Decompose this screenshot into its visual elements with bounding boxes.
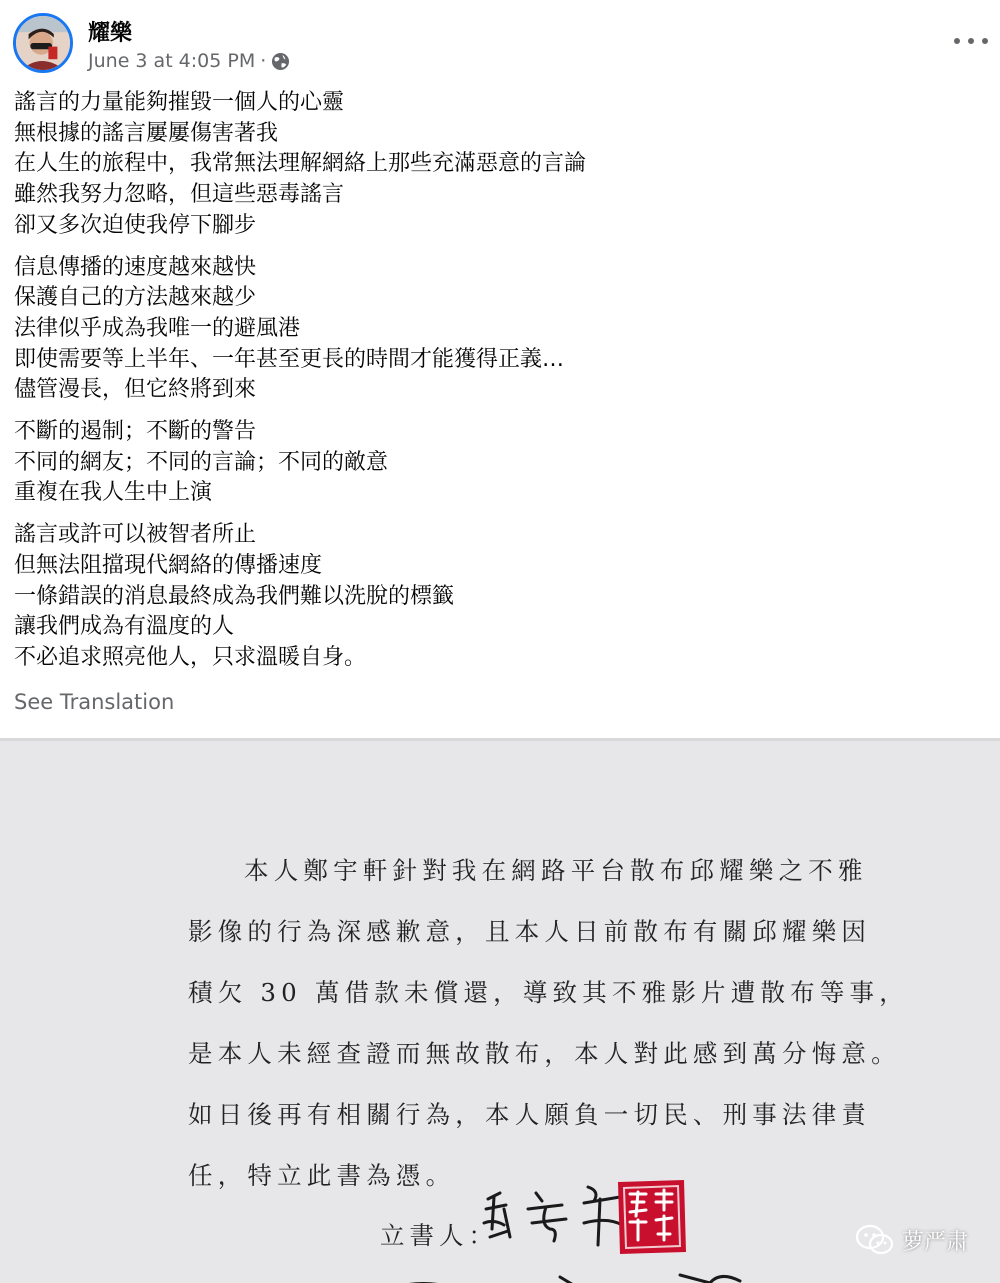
post-line: 即使需要等上半年、一年甚至更長的時間才能獲得正義… bbox=[14, 346, 565, 372]
post-line: 雖然我努力忽略，但這些惡毒謠言 bbox=[14, 182, 345, 208]
post-paragraph bbox=[14, 88, 974, 242]
post-line: 一條錯誤的消息最終成為我們難以洗脫的標籤 bbox=[14, 583, 455, 609]
post-line: 儘管漫長，但它終將到來 bbox=[14, 377, 257, 403]
avatar-photo bbox=[16, 16, 70, 70]
meta-separator: · bbox=[260, 50, 267, 72]
more-options-icon[interactable] bbox=[954, 26, 988, 56]
cropped-date-writing bbox=[380, 1261, 780, 1283]
wechat-watermark bbox=[856, 1224, 968, 1256]
handwritten-signature bbox=[480, 1179, 630, 1259]
globe-icon[interactable] bbox=[271, 52, 290, 71]
apology-letter-image bbox=[0, 741, 1000, 1283]
watermark-text: 萝严肃 bbox=[901, 1229, 968, 1255]
post-line: 卻又多次迫使我停下腳步 bbox=[14, 212, 257, 238]
post-line: 謠言或許可以被智者所止 bbox=[14, 522, 257, 548]
post-line: 在人生的旅程中，我常無法理解網絡上那些充滿惡意的言論 bbox=[14, 151, 587, 177]
letter-line: 是本人未經查證而無故散布，本人對此感到萬分悔意。 bbox=[188, 1039, 901, 1068]
letter-line: 影像的行為深感歉意，且本人日前散布有關邱耀樂因 bbox=[188, 917, 872, 946]
more-dot bbox=[954, 38, 960, 44]
post-line: 無根據的謠言屢屢傷害著我 bbox=[14, 120, 279, 146]
post-line: 法律似乎成為我唯一的避風港 bbox=[14, 315, 301, 341]
post-author[interactable]: 耀樂 bbox=[88, 21, 133, 46]
more-dot bbox=[982, 38, 988, 44]
wechat-icon bbox=[856, 1224, 894, 1256]
letter-line: 本人鄭宇軒針對我在網路平台散布邱耀樂之不雅 bbox=[244, 856, 868, 885]
letter-line: 積欠 30 萬借款未償還，導致其不雅影片遭散布等事， bbox=[188, 978, 909, 1007]
letter-body bbox=[188, 853, 909, 1219]
post-text bbox=[14, 88, 974, 685]
signer-label: 立書人： bbox=[380, 1221, 498, 1250]
letter-line: 任，特立此書為憑。 bbox=[188, 1161, 456, 1190]
post-line: 不必追求照亮他人，只求溫暖自身。 bbox=[14, 644, 367, 670]
post-paragraph bbox=[14, 417, 974, 509]
avatar[interactable] bbox=[13, 13, 73, 73]
post-line: 信息傳播的速度越來越快 bbox=[14, 254, 257, 280]
post-timestamp[interactable]: June 3 at 4:05 PM bbox=[88, 50, 256, 72]
see-translation-link[interactable]: See Translation bbox=[14, 690, 175, 714]
red-seal-stamp bbox=[612, 1176, 690, 1258]
post-line: 不斷的遏制；不斷的警告 bbox=[14, 419, 257, 445]
post-paragraph bbox=[14, 253, 974, 407]
more-dot bbox=[968, 38, 974, 44]
post-line: 但無法阻擋現代網絡的傳播速度 bbox=[14, 552, 323, 578]
post-line: 重複在我人生中上演 bbox=[14, 480, 213, 506]
post-line: 保護自己的方法越來越少 bbox=[14, 285, 257, 311]
post-meta bbox=[88, 50, 290, 72]
post-paragraph bbox=[14, 520, 974, 674]
post-line: 讓我們成為有溫度的人 bbox=[14, 614, 235, 640]
letter-line: 如日後再有相關行為，本人願負一切民、刑事法律責 bbox=[188, 1100, 872, 1129]
post-line: 不同的網友；不同的言論；不同的敵意 bbox=[14, 449, 389, 475]
post-line: 謠言的力量能夠摧毀一個人的心靈 bbox=[14, 90, 345, 115]
